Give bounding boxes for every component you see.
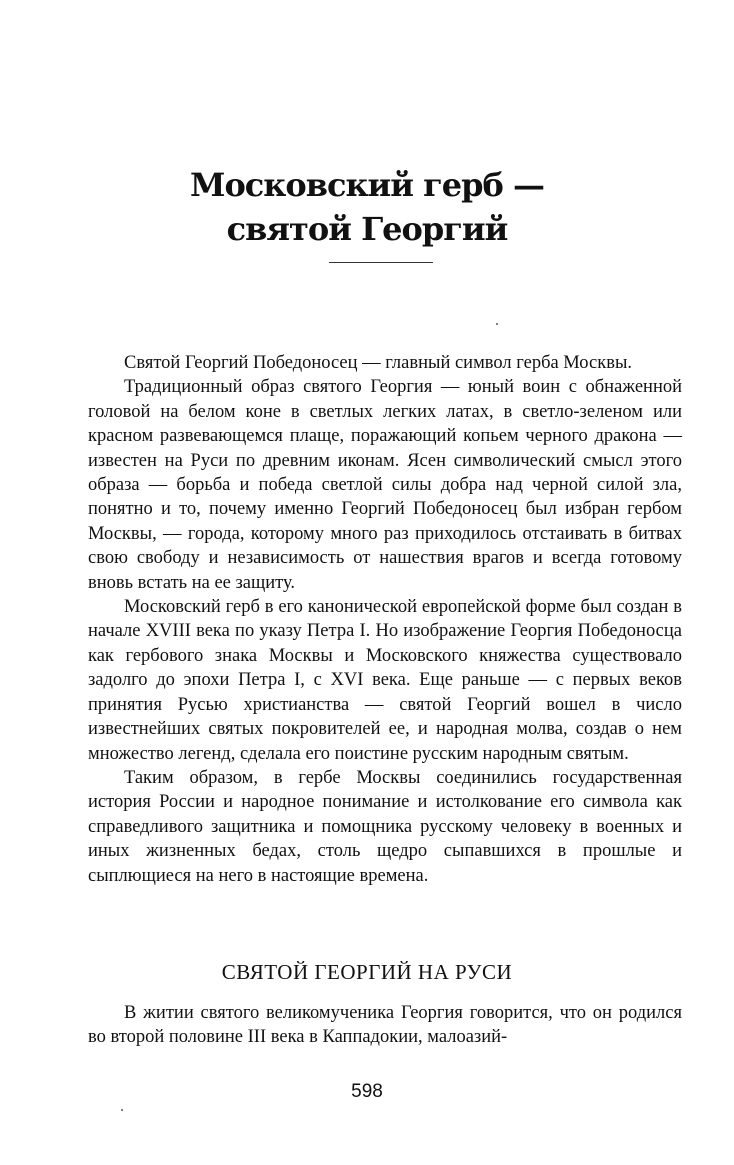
chapter-body	[88, 351, 682, 888]
print-speck	[121, 1109, 123, 1111]
chapter-title-line-1: Московский герб —	[190, 166, 544, 204]
print-speck	[496, 323, 498, 325]
page-number: 598	[351, 1081, 383, 1102]
section-body	[88, 1001, 682, 1050]
paragraph-1: Святой Георгий Победоносец — главный символ герба Москвы.	[124, 353, 633, 373]
chapter-title-line-2: святой Георгий	[226, 210, 508, 248]
paragraph-2: Традиционный образ святого Георгия — юный воин с обнаженной головой на белом коне в светлых легких латах, в светло-зеленом или красном развевающемся плаще, поражающий копьем черного дракона — известен на Руси по древним иконам. Ясен символический смысл этого образа — борьба и победа светлой силы добра над черной силой зла, понятно и то, почему именно Георгий Победоносец был избран гербом Москвы, — города, которому много раз приходилось отстаивать в битвах свою свободу и независимость от нашествия врагов и всегда готовому вновь встать на ее защиту.	[88, 377, 682, 593]
section-paragraph-1: В житии святого великомученика Георгия говорится, что он родился во второй половине III века в Каппадокии, малоазий-	[88, 1003, 682, 1048]
paragraph-3: Московский герб в его канонической европейской форме был создан в начале XVIII века по указу Петра I. Но изображение Георгия Победоносца как гербового знака Москвы и Московского княжества существовало задолго до эпохи Петра I, с XVI века. Еще раньше — с первых веков принятия Русью христианства — святой Георгий вошел в число известнейших святых покровителей ее, и народная молва, создав о нем множество легенд, сделала его поистине русским народным святым.	[88, 597, 682, 764]
paragraph-4: Таким образом, в гербе Москвы соединились государственная история России и народное понимание и истолкование его символа как справедливого защитника и помощника русскому человеку в военных и иных жизненных бедах, столь щедро сыпавшихся в прошлые и сыплющиеся на него в настоящие времена.	[88, 767, 682, 886]
title-divider	[329, 262, 433, 263]
section-heading: СВЯТОЙ ГЕОРГИЙ НА РУСИ	[221, 960, 513, 984]
